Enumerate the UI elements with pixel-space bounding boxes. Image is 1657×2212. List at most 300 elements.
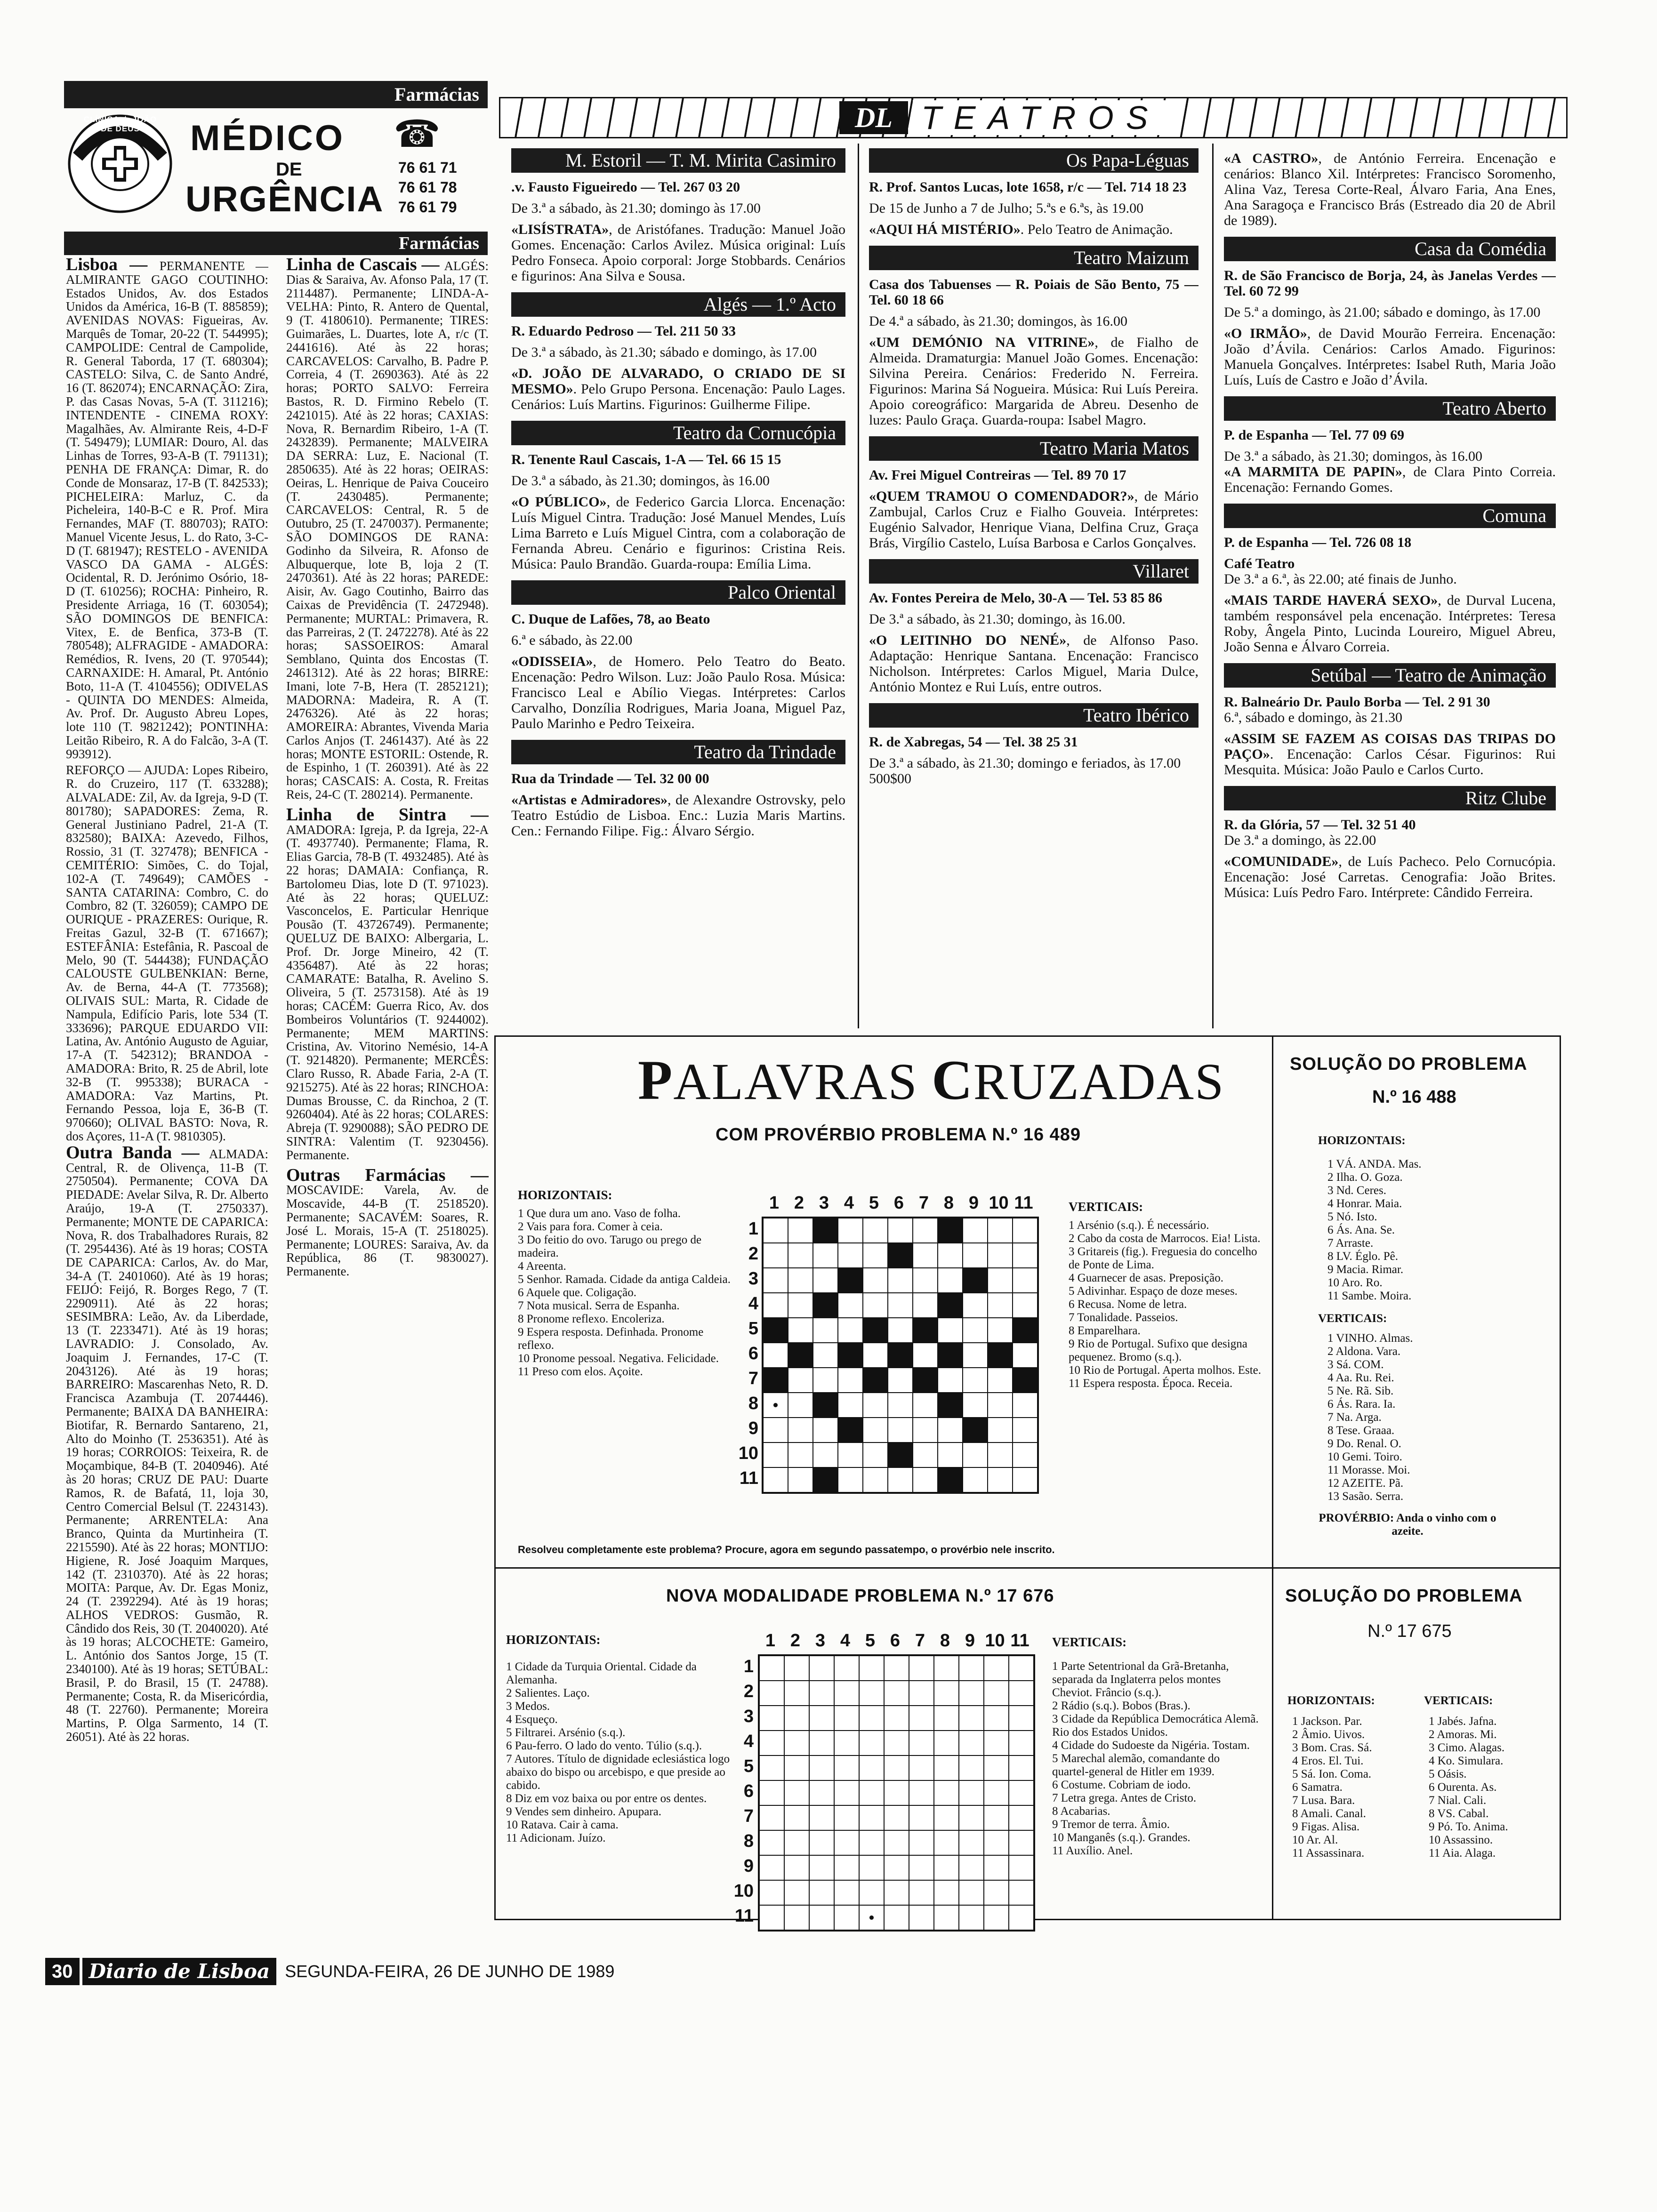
grid-cell[interactable] [784,1755,809,1780]
grid-cell[interactable] [959,1855,984,1880]
grid-cell[interactable] [813,1368,838,1393]
grid-cell[interactable] [813,1418,838,1443]
crossword2-title: NOVA MODALIDADE PROBLEMA N.º 17 676 [666,1586,1054,1606]
grid-cell[interactable] [784,1706,809,1731]
grid-cell[interactable] [913,1443,938,1467]
grid-cell[interactable] [959,1755,984,1780]
crossword1-grid[interactable] [762,1217,1039,1494]
solution1-title: SOLUÇÃO DO PROBLEMA [1290,1054,1528,1074]
grid-cell[interactable] [938,1343,963,1368]
grid-cell[interactable] [813,1443,838,1467]
grid-cell[interactable] [963,1443,988,1467]
grid-cell[interactable] [759,1681,784,1706]
grid-cell[interactable] [763,1293,788,1318]
grid-cell[interactable] [884,1656,909,1681]
grid-cell[interactable] [938,1418,963,1443]
grid-cell[interactable] [959,1681,984,1706]
grid-cell[interactable] [938,1268,963,1293]
grid-cell[interactable] [863,1443,888,1467]
grid-cell[interactable] [784,1905,809,1930]
grid-cell[interactable] [963,1318,988,1343]
theatre-entry [1224,151,1556,228]
grid-cell[interactable] [888,1318,913,1343]
grid-cell[interactable] [934,1880,959,1905]
grid-cell[interactable] [909,1805,934,1830]
theatre-schedule: De 3.ª a 6.ª, às 22.00; até finais de Junho. [1224,571,1457,587]
clue: 11 Adicionam. Juízo. [506,1832,606,1844]
grid-cell[interactable] [788,1268,813,1293]
grid-cell[interactable] [863,1218,888,1243]
theatre-address: R. Tenente Raul Cascais, 1-A — Tel. 66 15 15 [511,452,781,467]
grid-cell[interactable] [988,1443,1013,1467]
grid-cell[interactable] [988,1343,1013,1368]
grid-cell[interactable] [809,1830,834,1855]
grid-cell[interactable] [934,1706,959,1731]
grid-cell[interactable] [863,1368,888,1393]
grid-cell[interactable] [759,1755,784,1780]
grid-cell[interactable] [759,1731,784,1755]
grid-cell[interactable] [1009,1755,1034,1780]
grid-cell[interactable] [813,1218,838,1243]
grid-cell[interactable] [813,1343,838,1368]
clues-heading: VERTICAIS: [1052,1635,1127,1649]
grid-cell[interactable] [809,1656,834,1681]
theatre-entry [1224,786,1556,900]
grid-cell[interactable] [888,1293,913,1318]
grid-cell[interactable] [988,1418,1013,1443]
grid-cell[interactable] [763,1443,788,1467]
grid-cell[interactable] [1013,1393,1038,1418]
grid-cell[interactable] [759,1805,784,1830]
clue: 8 Acabarias. [1052,1805,1110,1818]
grid-cell[interactable] [784,1681,809,1706]
grid-cell[interactable] [1013,1293,1038,1318]
theatre-name: Palco Oriental [511,580,845,605]
grid-cell[interactable] [763,1368,788,1393]
grid-cell[interactable] [959,1880,984,1905]
solution1-number: N.º 16 488 [1372,1087,1456,1107]
grid-cell[interactable] [988,1467,1013,1492]
theatre-entry [1224,504,1556,655]
grid-cell[interactable] [959,1656,984,1681]
grid-cell[interactable] [913,1243,938,1268]
grid-cell[interactable] [788,1243,813,1268]
grid-cell[interactable] [984,1780,1009,1805]
grid-cell[interactable] [909,1755,934,1780]
theatre-name: Teatro Maizum [869,246,1199,270]
grid-cell[interactable] [784,1855,809,1880]
grid-cell[interactable] [909,1905,934,1930]
grid-cell[interactable] [763,1393,788,1418]
clue: 6 Pau-ferro. O lado do vento. Túlio (s.q.). [506,1739,702,1752]
grid-cell[interactable] [1013,1418,1038,1443]
grid-cell[interactable] [809,1780,834,1805]
grid-cell[interactable] [888,1443,913,1467]
grid-cell[interactable] [963,1243,988,1268]
grid-cell[interactable] [888,1268,913,1293]
clue: 9 Espera resposta. Definhada. Pronome reflexo. [518,1326,704,1352]
clue: 5 Marechal alemão, comandante do quartel-general de Hitler em 1939. [1052,1752,1220,1778]
grid-cell[interactable] [909,1855,934,1880]
grid-cell[interactable] [884,1905,909,1930]
grid-cell[interactable] [809,1731,834,1755]
clue: 4 Cidade do Sudoeste da Nigéria. Tostam. [1052,1739,1250,1752]
grid-cell[interactable] [959,1706,984,1731]
grid-cell[interactable] [838,1393,863,1418]
grid-cell[interactable] [1009,1681,1034,1706]
grid-cell[interactable] [884,1706,909,1731]
grid-cell[interactable] [859,1805,884,1830]
grid-cell[interactable] [934,1830,959,1855]
grid-cell[interactable] [759,1855,784,1880]
theatre-name: Teatro da Cornucópia [511,421,845,445]
grid-cell[interactable] [984,1830,1009,1855]
grid-cell[interactable] [913,1318,938,1343]
grid-cell[interactable] [959,1780,984,1805]
grid-cell[interactable] [913,1368,938,1393]
grid-cell[interactable] [784,1780,809,1805]
grid-cell[interactable] [763,1268,788,1293]
grid-cell[interactable] [909,1731,934,1755]
grid-cell[interactable] [1013,1318,1038,1343]
clue: 2 Salientes. Laço. [506,1687,590,1699]
grid-cell[interactable] [1009,1805,1034,1830]
grid-cell[interactable] [763,1467,788,1492]
theatre-address: R. de São Francisco de Borja, 24, às Janelas Verdes — Tel. 60 72 99 [1224,268,1556,299]
grid-cell[interactable] [888,1393,913,1418]
grid-cell[interactable] [1013,1368,1038,1393]
grid-cell[interactable] [759,1706,784,1731]
theatre-show: «O IRMÃO», de David Mourão Ferreira. Encenação: João d’Ávila. Cenários: Carlos Amado. Figurinos: Manuela Gonçalves. Intérpretes: Isabel Ruth, Maria João Luís, Luís de Castro e João d’Ávila. [1224,326,1556,388]
grid-cell[interactable] [988,1318,1013,1343]
grid-cell[interactable] [963,1368,988,1393]
grid-cell[interactable] [784,1805,809,1830]
grid-cell[interactable] [809,1855,834,1880]
doctor-emergency-block [64,108,488,232]
grid-cell[interactable] [838,1293,863,1318]
grid-cell[interactable] [963,1293,988,1318]
grid-cell[interactable] [838,1218,863,1243]
grid-cell[interactable] [938,1243,963,1268]
grid-cell[interactable] [963,1268,988,1293]
grid-cell[interactable] [988,1368,1013,1393]
theatre-show: «MAIS TARDE HAVERÁ SEXO», de Durval Lucena, também responsável pela encenação. Intérpretes: Teresa Roby, Ângela Pinto, Lucinda Loureiro, Miguel Abreu, João Senna e Álvaro Correia. [1224,593,1556,655]
grid-cell[interactable] [984,1706,1009,1731]
grid-cell[interactable] [1013,1218,1038,1243]
clue: 1 Cidade da Turquia Oriental. Cidade da Alemanha. [506,1660,697,1686]
grid-cell[interactable] [884,1805,909,1830]
clue: 4 Esqueço. [506,1713,558,1726]
theatre-show: «O PÚBLICO», de Federico Garcia Llorca. Encenação: Luís Miguel Cintra. Tradução: José Manuel Mendes, Luís Lima Barreto e Luís Miguel Cintra, com a colaboração de Fernanda Abreu. Cenário e figurinos: Cristina Reis. Música: Paulo Brandão. Guarda-roupa: Emília Lima. [511,494,845,572]
grid-cell[interactable] [863,1293,888,1318]
grid-cell[interactable] [1009,1731,1034,1755]
grid-cell[interactable] [834,1830,859,1855]
grid-cell[interactable] [863,1418,888,1443]
grid-cell[interactable] [963,1218,988,1243]
grid-cell[interactable] [838,1443,863,1467]
grid-cell[interactable] [784,1880,809,1905]
grid-cell[interactable] [788,1318,813,1343]
grid-cell[interactable] [913,1218,938,1243]
newspaper-logo: Diario de Lisboa [82,1958,277,1985]
grid-cell[interactable] [938,1218,963,1243]
grid-cell[interactable] [859,1880,884,1905]
grid-cell[interactable] [1009,1706,1034,1731]
grid-cell[interactable] [934,1780,959,1805]
clue: 10 Manganês (s.q.). Grandes. [1052,1831,1190,1844]
grid-cell[interactable] [763,1418,788,1443]
grid-cell[interactable] [934,1731,959,1755]
grid-cell[interactable] [884,1731,909,1755]
grid-cell[interactable] [859,1855,884,1880]
theatre-address: P. de Espanha — Tel. 726 08 18 [1224,535,1412,550]
grid-cell[interactable] [788,1418,813,1443]
grid-cell[interactable] [809,1755,834,1780]
grid-cell[interactable] [988,1268,1013,1293]
grid-cell[interactable] [884,1755,909,1780]
grid-cell[interactable] [988,1243,1013,1268]
grid-cell[interactable] [984,1855,1009,1880]
grid-cell[interactable] [938,1393,963,1418]
grid-cell[interactable] [909,1681,934,1706]
grid-cell[interactable] [788,1393,813,1418]
grid-cell[interactable] [813,1293,838,1318]
grid-cell[interactable] [984,1681,1009,1706]
grid-cell[interactable] [763,1218,788,1243]
grid-cell[interactable] [759,1880,784,1905]
grid-cell[interactable] [838,1343,863,1368]
grid-cell[interactable] [784,1656,809,1681]
grid-cell[interactable] [834,1780,859,1805]
clue: 10 Pronome pessoal. Negativa. Felicidade. [518,1352,719,1365]
grid-cell[interactable] [834,1706,859,1731]
theatres-column-2 [869,144,1199,1038]
grid-cell[interactable] [834,1681,859,1706]
theatre-show: «A CASTRO», de António Ferreira. Encenação e cenários: Blanco Xil. Intérpretes: Francisco Soromenho, Alina Vaz, Teresa Corte-Real, Álvaro Faria, Ana Enes, Ana Saragoça e Francisco Brás (Estreado dia 20 de Abril de 1989). [1224,151,1556,228]
grid-cell[interactable] [988,1293,1013,1318]
clue: 6 Costume. Cobriam de iodo. [1052,1779,1191,1791]
grid-cell[interactable] [938,1293,963,1318]
grid-cell[interactable] [763,1343,788,1368]
grid-cell[interactable] [913,1293,938,1318]
grid-cell[interactable] [759,1830,784,1855]
grid-cell[interactable] [888,1418,913,1443]
grid-cell[interactable] [909,1656,934,1681]
grid-cell[interactable] [934,1905,959,1930]
grid-cell[interactable] [938,1443,963,1467]
clue: 8 Emparelhara. [1069,1324,1141,1337]
grid-cell[interactable] [913,1268,938,1293]
grid-cell[interactable] [963,1467,988,1492]
grid-cell[interactable] [888,1243,913,1268]
grid-cell[interactable] [909,1830,934,1855]
grid-cell[interactable] [838,1318,863,1343]
grid-cell[interactable] [959,1905,984,1930]
grid-cell[interactable] [913,1393,938,1418]
grid-cell[interactable] [834,1805,859,1830]
grid-cell[interactable] [963,1418,988,1443]
grid-cell[interactable] [984,1656,1009,1681]
grid-cell[interactable] [813,1318,838,1343]
grid-cell[interactable] [909,1880,934,1905]
grid-cell[interactable] [863,1343,888,1368]
grid-cell[interactable] [938,1368,963,1393]
grid-cell[interactable] [859,1905,884,1930]
clue: 11 Espera resposta. Época. Receia. [1069,1377,1233,1390]
crossword1-row-numbers: 1 2 3 4 5 6 7 8 9 10 11 [738,1219,758,1488]
grid-cell[interactable] [959,1731,984,1755]
grid-cell[interactable] [959,1805,984,1830]
grid-cell[interactable] [963,1393,988,1418]
grid-cell[interactable] [888,1343,913,1368]
grid-cell[interactable] [934,1755,959,1780]
grid-cell[interactable] [859,1755,884,1780]
grid-cell[interactable] [888,1467,913,1492]
grid-cell[interactable] [763,1243,788,1268]
grid-cell[interactable] [859,1656,884,1681]
grid-cell[interactable] [813,1467,838,1492]
doctor-title-urgency: URGÊNCIA [185,179,384,219]
grid-cell[interactable] [838,1418,863,1443]
grid-cell[interactable] [888,1368,913,1393]
grid-cell[interactable] [759,1905,784,1930]
grid-cell[interactable] [863,1393,888,1418]
grid-cell[interactable] [1013,1268,1038,1293]
grid-cell[interactable] [959,1830,984,1855]
grid-cell[interactable] [813,1268,838,1293]
grid-cell[interactable] [963,1343,988,1368]
grid-cell[interactable] [988,1218,1013,1243]
grid-cell[interactable] [884,1681,909,1706]
grid-cell[interactable] [1009,1905,1034,1930]
grid-cell[interactable] [838,1243,863,1268]
grid-cell[interactable] [884,1830,909,1855]
grid-cell[interactable] [859,1780,884,1805]
grid-cell[interactable] [809,1905,834,1930]
grid-cell[interactable] [863,1467,888,1492]
solution-heading: HORIZONTAIS: [1287,1694,1375,1707]
crossword1-col-numbers: 1 2 3 4 5 6 7 8 9 10 11 [769,1193,1033,1213]
crossword2-grid[interactable] [758,1654,1035,1931]
grid-cell[interactable] [863,1243,888,1268]
grid-cell[interactable] [859,1830,884,1855]
grid-cell[interactable] [863,1268,888,1293]
column-rule [858,144,859,1028]
grid-cell[interactable] [984,1880,1009,1905]
theatres-column-1 [511,144,845,1038]
grid-cell[interactable] [884,1855,909,1880]
grid-cell[interactable] [884,1780,909,1805]
grid-cell[interactable] [909,1780,934,1805]
grid-cell[interactable] [788,1443,813,1467]
grid-cell[interactable] [784,1731,809,1755]
grid-cell[interactable] [838,1368,863,1393]
grid-cell[interactable] [838,1467,863,1492]
clues-heading: VERTICAIS: [1069,1200,1143,1214]
grid-cell[interactable] [759,1656,784,1681]
clue: 3 Medos. [506,1700,550,1713]
grid-cell[interactable] [784,1830,809,1855]
crossword2-horizontals [506,1633,732,1845]
grid-cell[interactable] [934,1656,959,1681]
theatre-show: «D. JOÃO DE ALVARADO, O CRIADO DE SI MESMO». Pelo Grupo Persona. Encenação: Paulo Lages. Cenários: Luís Martins. Figurinos: Guilherme Filipe. [511,366,845,412]
grid-cell[interactable] [838,1268,863,1293]
grid-cell[interactable] [988,1393,1013,1418]
theatre-show: «O LEITINHO DO NENÉ», de Alfonso Paso. Adaptação: Henrique Santana. Encenação: Francisco Nicholson. Intérpretes: Carlos Miguel, Maria Dulce, António Montez e Rui Luís, entre outros. [869,633,1199,695]
grid-cell[interactable] [1013,1243,1038,1268]
grid-cell[interactable] [984,1805,1009,1830]
grid-cell[interactable] [934,1805,959,1830]
grid-cell[interactable] [788,1218,813,1243]
grid-cell[interactable] [1009,1830,1034,1855]
grid-cell[interactable] [834,1855,859,1880]
grid-cell[interactable] [884,1880,909,1905]
grid-cell[interactable] [934,1681,959,1706]
grid-cell[interactable] [834,1656,859,1681]
grid-cell[interactable] [809,1706,834,1731]
theatre-name: Setúbal — Teatro de Animação [1224,663,1556,688]
grid-cell[interactable] [809,1681,834,1706]
theatre-entry [1224,237,1556,388]
grid-cell[interactable] [859,1731,884,1755]
grid-cell[interactable] [759,1780,784,1805]
crossword1-footer: Resolveu completamente este problema? Procure, agora em segundo passatempo, o provérbio nele inscrito. [518,1544,1055,1555]
grid-cell[interactable] [934,1855,959,1880]
theatre-name: Ritz Clube [1224,786,1556,810]
grid-cell[interactable] [809,1805,834,1830]
grid-cell[interactable] [813,1243,838,1268]
grid-cell[interactable] [1013,1443,1038,1467]
grid-cell[interactable] [788,1467,813,1492]
grid-cell[interactable] [909,1706,934,1731]
clue: 1 Que dura um ano. Vaso de folha. [518,1207,681,1220]
grid-cell[interactable] [863,1318,888,1343]
grid-cell[interactable] [1009,1880,1034,1905]
grid-cell[interactable] [1009,1656,1034,1681]
theatre-address: R. de Xabregas, 54 — Tel. 38 25 31 [869,734,1078,750]
grid-cell[interactable] [834,1731,859,1755]
grid-cell[interactable] [1013,1343,1038,1368]
grid-cell[interactable] [913,1343,938,1368]
grid-cell[interactable] [788,1368,813,1393]
grid-cell[interactable] [859,1706,884,1731]
grid-cell[interactable] [1009,1780,1034,1805]
grid-cell[interactable] [984,1731,1009,1755]
theatre-entry [869,703,1199,786]
grid-cell[interactable] [938,1467,963,1492]
grid-cell[interactable] [984,1755,1009,1780]
grid-cell[interactable] [834,1880,859,1905]
grid-cell[interactable] [834,1905,859,1930]
grid-cell[interactable] [788,1343,813,1368]
grid-cell[interactable] [938,1318,963,1343]
grid-cell[interactable] [834,1755,859,1780]
clue: 9 Tremor de terra. Âmio. [1052,1818,1170,1831]
theatre-show: «ASSIM SE FAZEM AS COISAS DAS TRIPAS DO PAÇO». Encenação: Carlos César. Figurinos: Rui Mesquita. Música: João Paulo e Carlos Curto. [1224,731,1556,777]
doctor-title: MÉDICO [190,118,345,158]
grid-cell[interactable] [984,1905,1009,1930]
grid-cell[interactable] [1009,1855,1034,1880]
grid-cell[interactable] [788,1293,813,1318]
grid-cell[interactable] [813,1393,838,1418]
grid-cell[interactable] [913,1418,938,1443]
grid-cell[interactable] [913,1467,938,1492]
grid-cell[interactable] [763,1318,788,1343]
grid-cell[interactable] [888,1218,913,1243]
grid-cell[interactable] [859,1681,884,1706]
grid-cell[interactable] [1013,1467,1038,1492]
grid-cell[interactable] [809,1880,834,1905]
